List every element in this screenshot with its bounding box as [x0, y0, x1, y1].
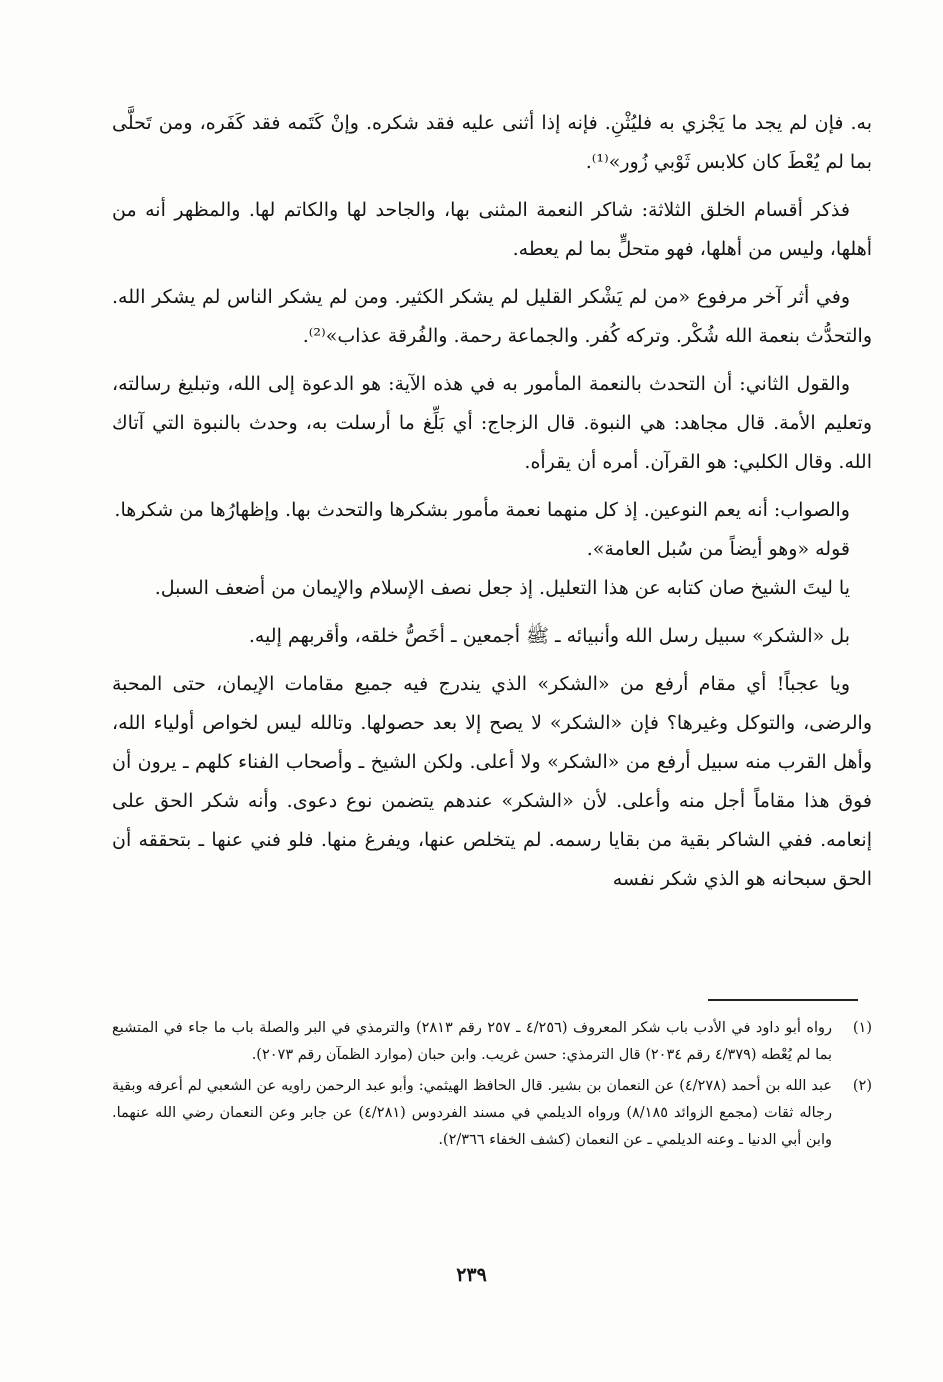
paragraph-6: يا ليتَ الشيخ صان كتابه عن هذا التعليل. إذ جعل نصف الإسلام والإيمان من أضعف السبل.: [154, 577, 850, 599]
main-text: [112, 104, 872, 899]
footnote-1: [112, 1015, 872, 1069]
footnote-number: (٢): [852, 1078, 872, 1094]
page-number: ٢٣٩: [456, 1264, 487, 1286]
footnote-text: رواه أبو داود في الأدب باب شكر المعروف (٤/٢٥٦ ـ ٢٥٧ رقم ٢٨١٣) والترمذي في البر والصلة باب ما جاء في المتشبع بما لم يُعْطه (٤/٣٧٩ رقم ٢٠٣٤) قال الترمذي: حسن غريب. وابن حبان (موارد الظمآن رقم ٢٠٧٣).: [112, 1020, 832, 1063]
footnote-2: [112, 1073, 872, 1154]
footnote-text: عبد الله بن أحمد (٤/٢٧٨) عن النعمان بن بشير. قال الحافظ الهيثمي: وأبو عبد الرحمن راويه عن الشعبي لم أعرفه وبقية رجاله ثقات (مجمع الزوائد ٨/١٨٥) ورواه الديلمي في مسند الفردوس (٤/٢٨١) عن جابر وعن النعمان رضي الله عنهما. وابن أبي الدنيا ـ وعنه الديلمي ـ عن النعمان (كشف الخفاء ٢/٣٦٦).: [112, 1078, 832, 1148]
footnotes: [112, 1015, 872, 1158]
quote-line: قوله «وهو أيضاً من سُبل العامة».: [586, 538, 850, 560]
footnote-divider: [708, 999, 858, 1001]
footnote-number: (١): [852, 1020, 872, 1036]
paragraph-2: فذكر أقسام الخلق الثلاثة: شاكر النعمة المثنى بها، والجاحد لها والكاتم لها. والمظهر أنه من أهلها، وليس من أهلها، فهو متحلٍّ بما لم يعطه.: [112, 199, 872, 260]
paragraph-7: بل «الشكر» سبيل رسل الله وأنبيائه ـ ﷺ أجمعين ـ أخَصُّ خلقه، وأقربهم إليه.: [248, 625, 850, 647]
paragraph-3: وفي أثر آخر مرفوع «من لم يَشْكر القليل لم يشكر الكثير. ومن لم يشكر الناس لم يشكر الله. والتحدُّث بنعمة الله شُكْر. وتركه كُفر. والجماعة رحمة. والفُرقة عذاب»⁽²⁾.: [112, 286, 872, 347]
paragraph-8: ويا عجباً! أي مقام أرفع من «الشكر» الذي يندرج فيه جميع مقامات الإيمان، حتى المحبة والرضى، والتوكل وغيرها؟ فإن «الشكر» لا يصح إلا بعد حصولها. وتالله ليس لخواص أولياء الله، وأهل القرب منه سبيل أرفع من «الشكر» ولا أعلى. ولكن الشيخ ـ وأصحاب الفناء كلهم ـ يرون أن فوق هذا مقاماً أجل منه وأعلى. لأن «الشكر» عندهم يتضمن نوع دعوى. وأنه شكر الحق على إنعامه. ففي الشاكر بقية من بقايا رسمه. لم يتخلص عنها، ويفرغ منها. فلو فني عنها ـ بتحققه أن الحق سبحانه هو الذي شكر نفسه: [112, 673, 872, 890]
paragraph-1: به. فإن لم يجد ما يَجْزي به فليُثْنِ. فإنه إذا أثنى عليه فقد شكره. وإنْ كَتَمه فقد كَفَره، ومن تَحلَّى بما لم يُعْطَ كان كلابس ثَوْبي زُور»⁽¹⁾.: [112, 112, 872, 173]
paragraph-5: والصواب: أنه يعم النوعين. إذ كل منهما نعمة مأمور بشكرها والتحدث بها. وإظهارُها من شكرها.: [114, 499, 850, 521]
paragraph-4: والقول الثاني: أن التحدث بالنعمة المأمور به في هذه الآية: هو الدعوة إلى الله، وتبليغ رسالته، وتعليم الأمة. قال مجاهد: هي النبوة. قال الزجاج: أي بَلِّغ ما أرسلت به، وحدث بالنبوة التي آتاك الله. وقال الكلبي: هو القرآن. أمره أن يقرأه.: [112, 373, 872, 473]
